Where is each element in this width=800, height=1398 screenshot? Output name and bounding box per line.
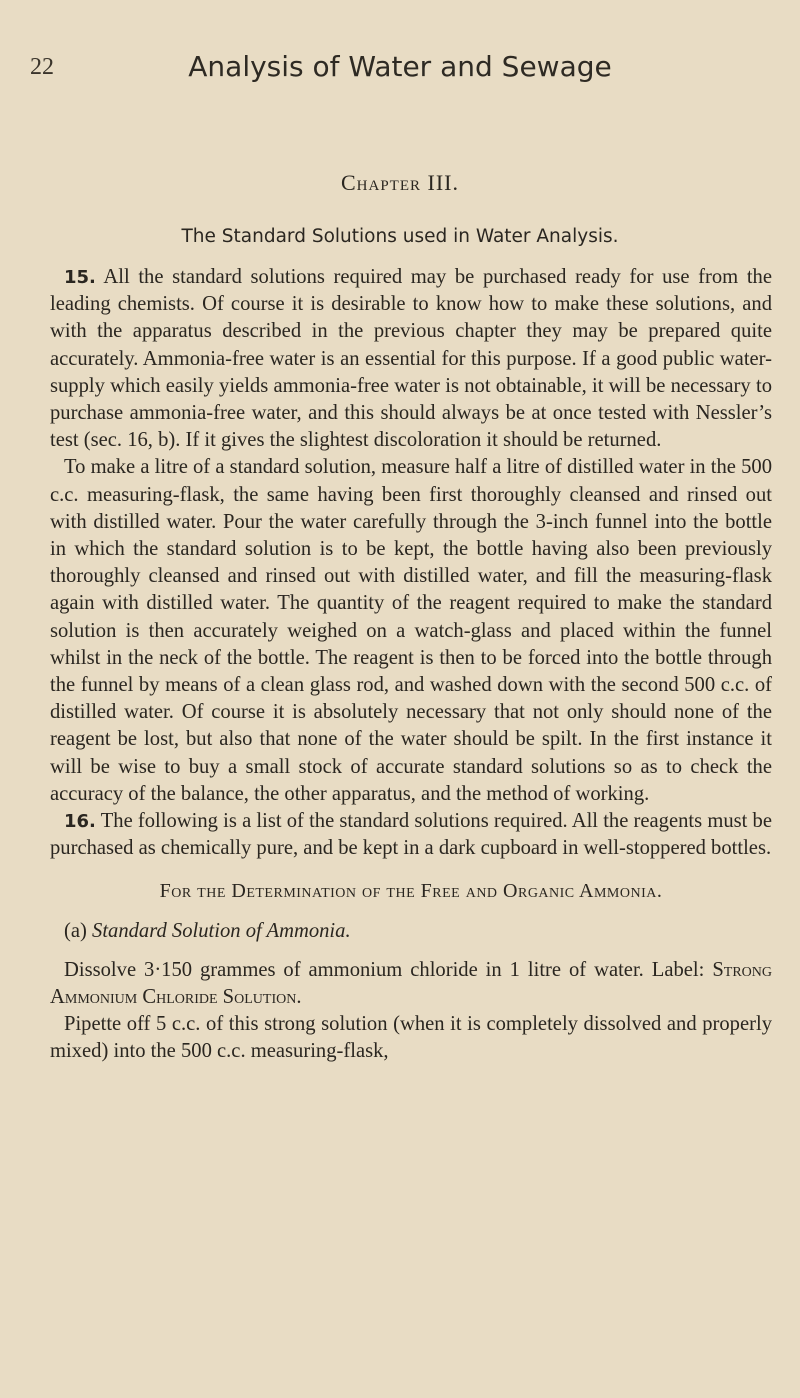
section-number-16: 16.: [64, 811, 96, 833]
paragraph-15: [50, 264, 772, 454]
paragraph-16: [50, 808, 772, 862]
item-a-paragraph-2: Pipette off 5 c.c. of this strong solution (when it is completely dissolved and properly mixed) into the 500 c.c. measuring-flask,: [50, 1013, 772, 1063]
item-a-text-1: Dissolve 3·150 grammes of ammonium chloride in 1 litre of water. Label:: [64, 958, 705, 981]
running-head: Analysis of Water and Sewage: [188, 50, 612, 83]
paragraph-15-continued: To make a litre of a standard solution, measure half a litre of distilled water in the 500 c.c. measuring-flask, the same having been first thoroughly cleansed and rinsed out with distilled water. Pour the water carefully through the 3-inch funnel into the bottle in which the standard solution is to be kept, the bottle having also been previously thoroughly cleansed and rinsed out with distilled water, and fill the measuring-flask again with distilled water. The quantity of the reagent required to make the standard solution is then accurately weighed on a watch-glass and placed within the funnel whilst in the neck of the bottle. The reagent is then to be forced into the bottle through the funnel by means of a clean glass rod, and washed down with the second 500 c.c. of distilled water. Of course it is absolutely necessary that not only should none of the reagent be lost, but also that none of the water should be spilt. In the first instance it will be wise to buy a small stock of accurate standard solutions so as to check the accuracy of the balance, the other apparatus, and the method of working.: [50, 456, 772, 805]
page-number: 22: [30, 54, 54, 80]
paragraph-16-text: The following is a list of the standard solutions required. All the reagents must be purchased as chemically pure, and be kept in a dark cupboard in well-stoppered bottles.: [50, 810, 772, 860]
paragraph-15-text: All the standard solutions required may be purchased ready for use from the leading chemists. Of course it is desirable to know how to make these solutions, and with the apparatus described in the previous chapter they may be prepared quite accurately. Ammonia-free water is an essential for this purpose. If a good public water-supply which easily yields ammonia-free water is not obtainable, it will be necessary to purchase ammonia-free water, and this should always be at once tested with Nessler’s test (sec. 16, b). If it gives the slightest discoloration it should be returned.: [50, 266, 772, 452]
solution-label: Strong Ammonium Chloride Solution.: [50, 958, 772, 1009]
item-a-paragraph-1: [50, 957, 772, 1011]
section-title: The Standard Solutions used in Water Analysis.: [181, 226, 619, 247]
chapter-heading: Chapter III.: [341, 170, 459, 195]
item-a-label: (a): [64, 919, 87, 942]
item-a-heading: [64, 918, 772, 945]
body-text: [50, 264, 772, 1066]
section-number-15: 15.: [64, 267, 96, 288]
item-a-title: Standard Solution of Ammonia.: [92, 919, 351, 942]
subsection-heading: For the Determination of the Free and Organic Ammonia.: [159, 880, 663, 903]
